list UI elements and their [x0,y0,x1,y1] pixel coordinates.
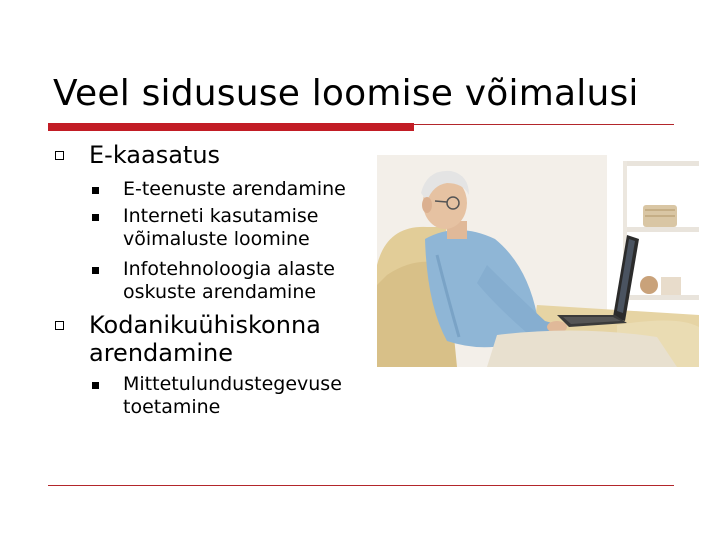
filled-square-bullet-icon [92,382,99,389]
hollow-square-bullet-icon [55,151,64,160]
photo-illustration [377,155,699,367]
bullet-e-kaasatus [89,141,220,169]
title-accent-bar [48,123,414,131]
sub-bullet-mittetulundus [123,373,342,419]
slide-title: Veel sidususe loomise võimalusi [53,73,639,114]
bullet-label: E-kaasatus [89,141,221,169]
photo-elderly-man-using-laptop [377,155,699,367]
sub-bullet-label: Mittetulundustegevuse [123,373,342,395]
bullet-label: Kodanikuühiskonna [89,311,321,339]
sub-bullet-infotehnoloogia [123,258,335,304]
filled-square-bullet-icon [92,214,99,221]
bullet-label-continued: arendamine [89,339,233,367]
sub-bullet-label: Infotehnoloogia alaste [123,258,335,280]
hollow-square-bullet-icon [55,321,64,330]
sub-bullet-label: E-teenuste arendamine [123,178,346,200]
sub-bullet-label-continued: oskuste arendamine [123,281,317,303]
sub-bullet-label-continued: võimaluste loomine [123,228,310,250]
filled-square-bullet-icon [92,267,99,274]
bullet-kodanikuuhiskonna [89,311,321,367]
bottom-divider-line [48,485,674,486]
sub-bullet-label: Interneti kasutamise [123,205,319,227]
sub-bullet-interneti [123,205,318,251]
sub-bullet-label-continued: toetamine [123,396,221,418]
filled-square-bullet-icon [92,187,99,194]
sub-bullet-e-teenuste [123,178,346,201]
